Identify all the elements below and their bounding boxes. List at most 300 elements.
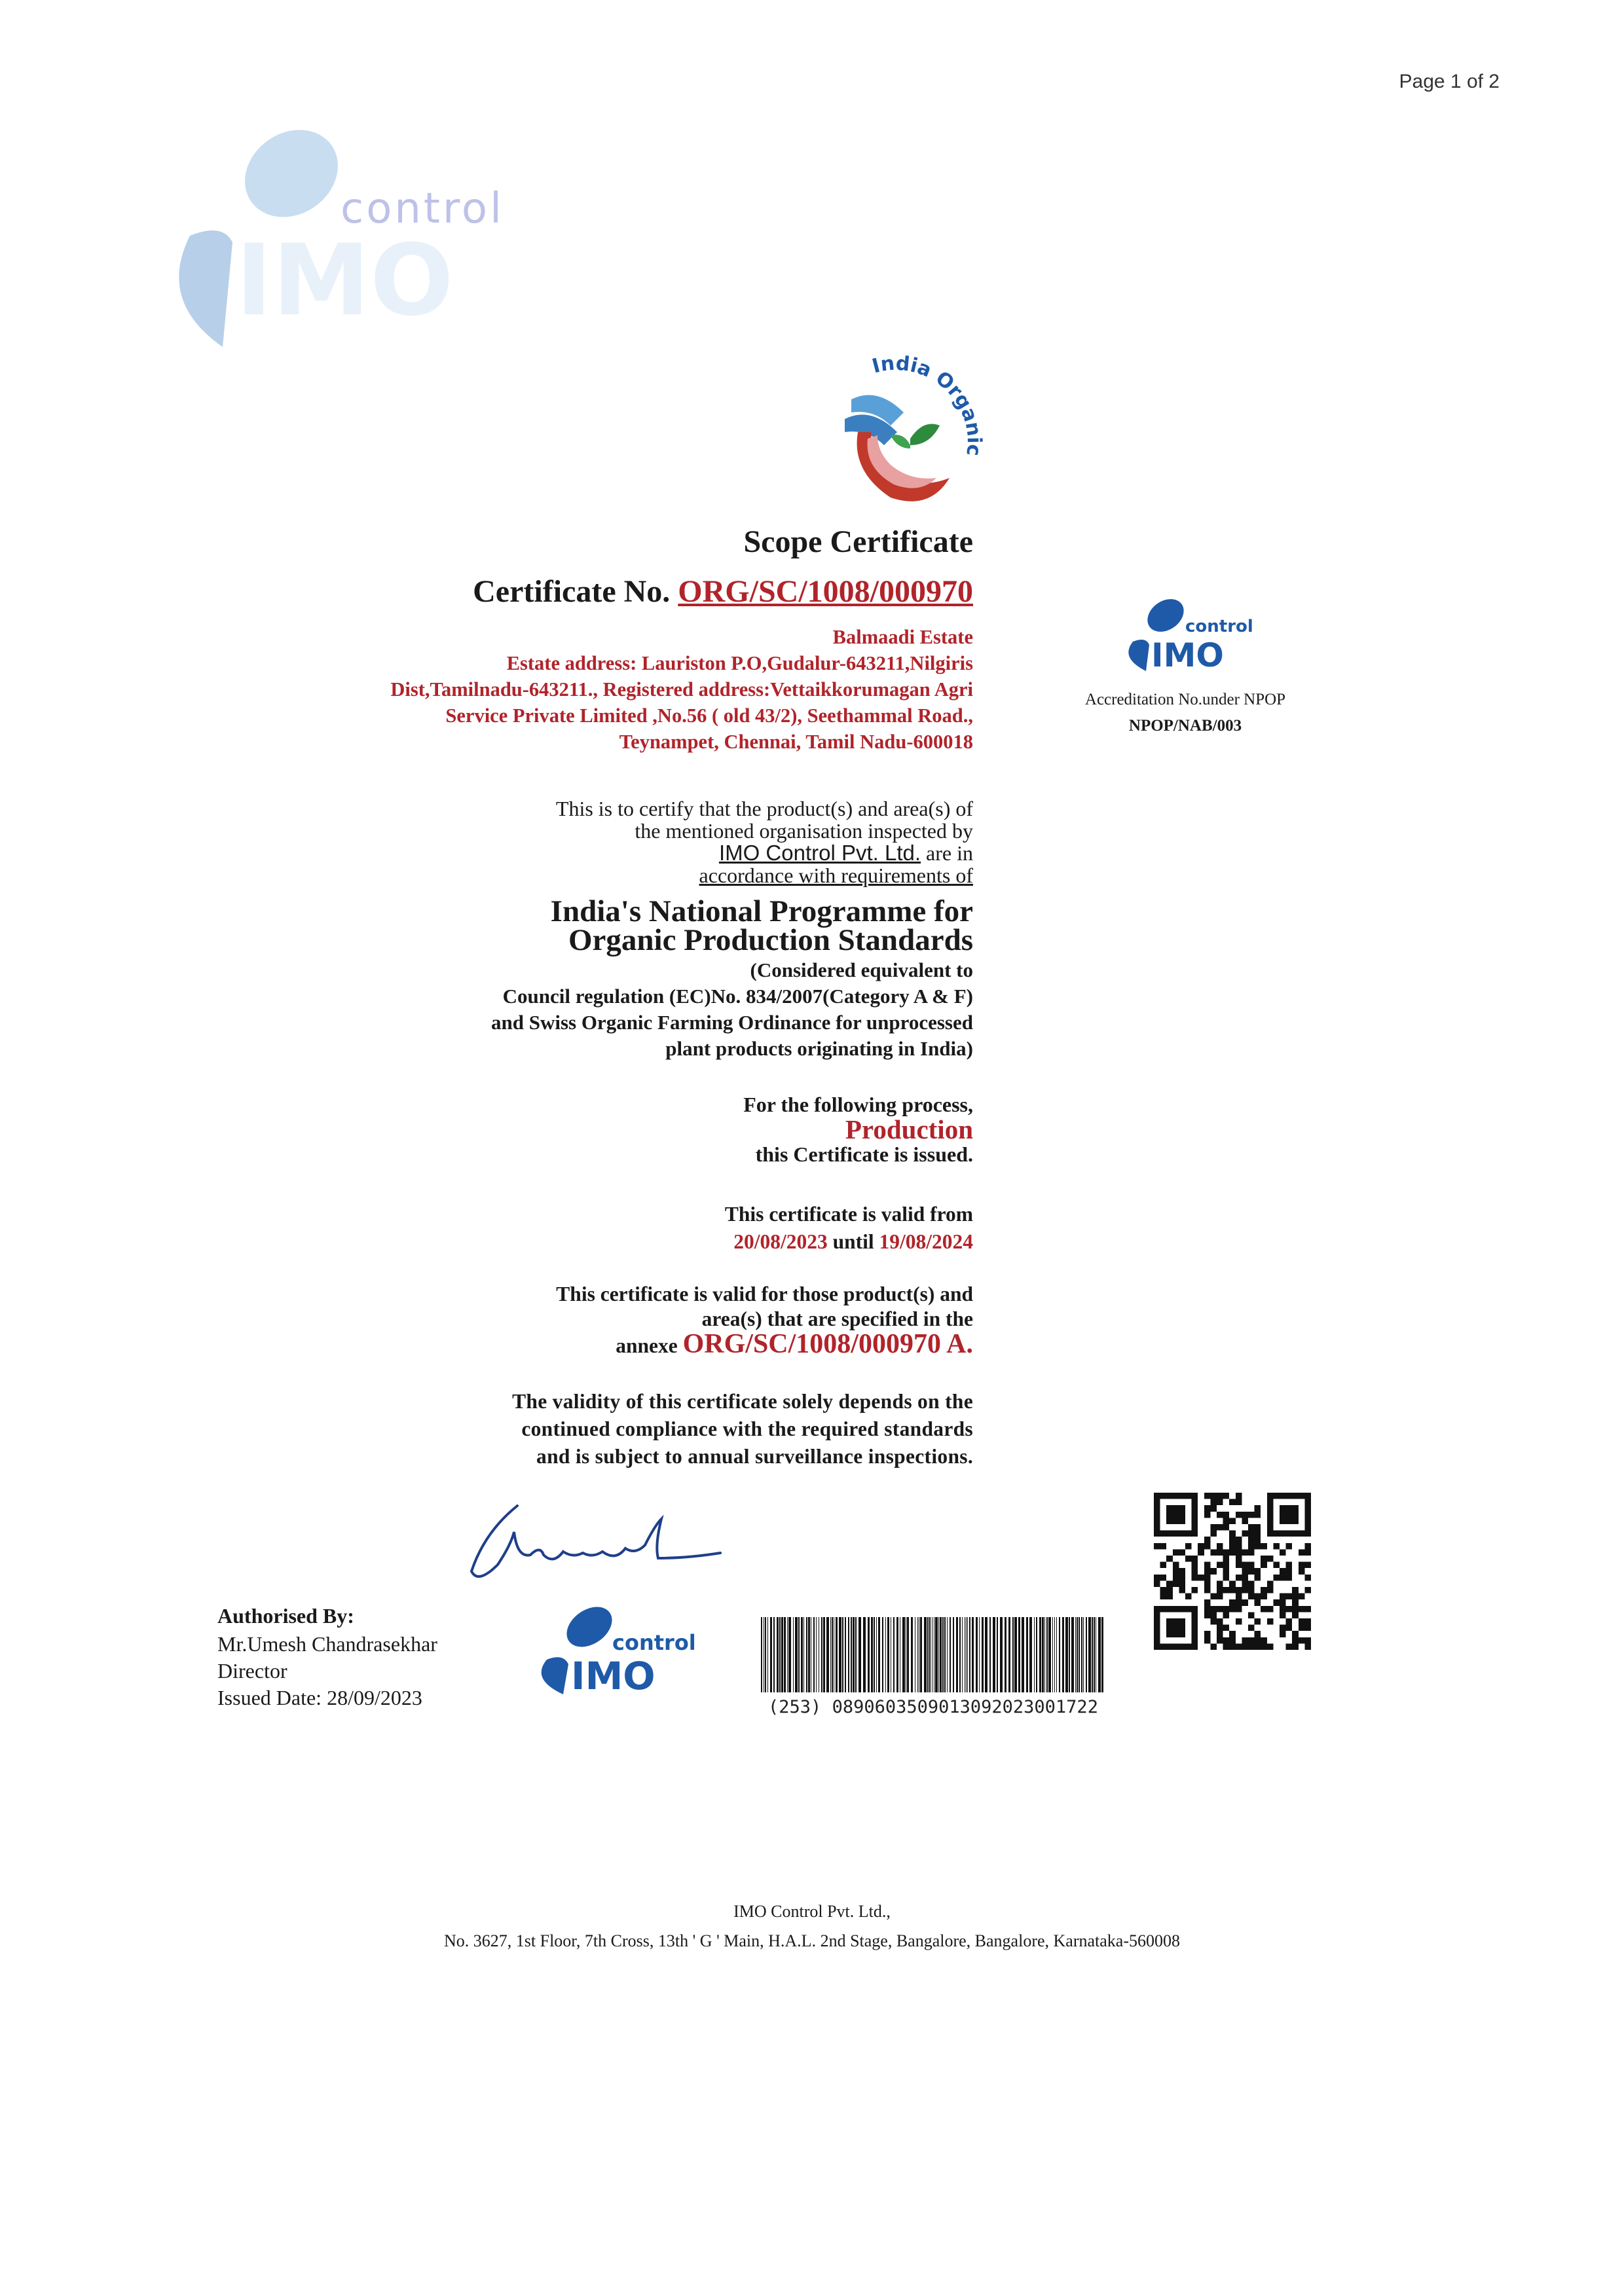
qr-module [1242,1568,1248,1575]
qr-module [1179,1505,1185,1512]
qr-module [1185,1543,1192,1550]
qr-module [1204,1537,1211,1543]
qr-module [1179,1531,1185,1537]
qr-module [1242,1531,1248,1537]
barcode-bar [1000,1617,1003,1692]
qr-module [1192,1643,1198,1650]
qr-module [1236,1549,1242,1556]
imo-logo-bottom [524,1604,701,1696]
qr-module [1185,1594,1192,1600]
barcode-bar [801,1617,803,1692]
barcode-bar [781,1617,783,1692]
qr-module [1304,1531,1311,1537]
qr-module [1179,1575,1185,1581]
programme-title [262,894,973,957]
barcode-bar [1036,1617,1037,1692]
qr-module [1242,1643,1248,1650]
valid-to-date: 19/08/2024 [879,1230,973,1253]
qr-module [1236,1587,1242,1594]
qr-module [1217,1499,1223,1506]
qr-module [1173,1512,1179,1518]
compliance-line: The validity of this certificate solely depends on the [512,1390,973,1413]
qr-module [1160,1575,1167,1581]
barcode-bar [1018,1617,1020,1692]
barcode-bar [1071,1617,1074,1692]
certify-line: are in [921,841,973,865]
qr-module [1166,1505,1173,1512]
qr-module [1173,1505,1179,1512]
qr-module [1173,1575,1179,1581]
qr-module [1280,1531,1286,1537]
qr-module [1166,1631,1173,1637]
qr-module [1192,1587,1198,1594]
barcode-bar [969,1617,970,1692]
barcode-bar [920,1617,922,1692]
qr-module [1204,1587,1211,1594]
qr-module [1248,1524,1255,1531]
barcode-bar [1039,1617,1041,1692]
qr-module [1255,1631,1261,1637]
qr-module [1255,1531,1261,1537]
qr-module [1299,1493,1305,1499]
imo-watermark-logo [131,118,537,354]
process-block [458,1092,973,1167]
qr-module [1217,1637,1223,1644]
barcode-bar [795,1617,798,1692]
equivalence-statement [262,957,973,1062]
qr-module [1173,1518,1179,1524]
qr-module [1248,1587,1255,1594]
barcode-bar [832,1617,833,1692]
barcode-bar [935,1617,938,1692]
barcode-bar [803,1617,804,1692]
barcode-bar [979,1617,980,1692]
qr-module [1185,1493,1192,1499]
qr-module [1217,1562,1223,1569]
barcode-bar [1042,1617,1044,1692]
qr-module [1286,1568,1293,1575]
barcode-bar [1092,1617,1093,1692]
qr-module [1286,1618,1293,1625]
qr-module [1292,1612,1299,1618]
imo-logo-small [1113,596,1257,674]
qr-module [1192,1637,1198,1644]
qr-module [1292,1531,1299,1537]
qr-module [1236,1562,1242,1569]
qr-module [1248,1562,1255,1569]
process-line: For the following process, [743,1093,973,1116]
barcode-bar [1081,1617,1082,1692]
barcode-bar [938,1617,939,1692]
qr-module [1166,1512,1173,1518]
footer-address: No. 3627, 1st Floor, 7th Cross, 13th ' G ' Main, H.A.L. 2nd Stage, Bangalore, Bangalore, Karnataka-560008 [444,1931,1180,1950]
qr-module [1154,1643,1160,1650]
barcode-bar [976,1617,978,1692]
qr-module [1210,1549,1217,1556]
qr-module [1273,1575,1280,1581]
qr-module [1160,1562,1167,1569]
qr-module [1280,1493,1286,1499]
qr-module [1204,1580,1211,1587]
barcode-bar [1069,1617,1070,1692]
certificate-number-label: Certificate No. [473,574,671,609]
until-word: until [827,1230,879,1253]
qr-module [1242,1549,1248,1556]
barcode-bar [1014,1617,1017,1692]
barcode-bar [1012,1617,1014,1692]
qr-module [1166,1643,1173,1650]
qr-module [1292,1512,1299,1518]
qr-module [1210,1612,1217,1618]
barcode-bar [863,1617,866,1692]
qr-module [1229,1549,1236,1556]
qr-module [1173,1562,1179,1569]
qr-module [1267,1524,1274,1531]
barcode-bar [823,1617,825,1692]
qr-module [1304,1643,1311,1650]
barcode-bar [773,1617,775,1692]
qr-module [1198,1543,1204,1550]
qr-module [1304,1499,1311,1506]
qr-module [1292,1643,1299,1650]
qr-module [1292,1599,1299,1606]
qr-module [1229,1531,1236,1537]
qr-module [1242,1575,1248,1581]
qr-module [1166,1531,1173,1537]
qr-module [1286,1505,1293,1512]
qr-module [1160,1594,1167,1600]
qr-module [1248,1612,1255,1618]
barcode-bar [967,1617,968,1692]
certificate-number-row [327,574,973,610]
qr-module [1192,1625,1198,1631]
barcode-bar [779,1617,781,1692]
barcode-bar [1026,1617,1028,1692]
barcode-bar [887,1617,889,1692]
holder-name: Balmaadi Estate [832,626,973,648]
qr-module [1280,1518,1286,1524]
qr-module [1261,1606,1267,1613]
holder-address-block [223,624,973,755]
imo-small-imo-text: IMO [1151,636,1224,674]
compliance-line: and is subject to annual surveillance inspections. [536,1445,973,1468]
address-line: Dist,Tamilnadu-643211., Registered address:Vettaikkorumagan Agri [390,678,973,701]
barcode-bar [806,1617,807,1692]
qr-module [1154,1499,1160,1506]
qr-module [1267,1512,1274,1518]
qr-module [1185,1531,1192,1537]
barcode-bar [848,1617,849,1692]
qr-module [1192,1531,1198,1537]
qr-module [1210,1499,1217,1506]
qr-module [1223,1612,1230,1618]
qr-module [1286,1531,1293,1537]
qr-module [1173,1493,1179,1499]
qr-module [1304,1625,1311,1631]
barcode-bar [966,1617,967,1692]
annex-prefix: annexe [616,1334,683,1357]
address-line: Teynampet, Chennai, Tamil Nadu-600018 [619,731,973,753]
qr-module [1154,1543,1160,1550]
equivalence-line: and Swiss Organic Farming Ordinance for unprocessed [490,1011,973,1034]
qr-module [1280,1549,1286,1556]
handwritten-signature [458,1493,733,1591]
equivalence-line: Council regulation (EC)No. 834/2007(Category A & F) [502,985,973,1008]
qr-module [1242,1562,1248,1569]
qr-module [1192,1556,1198,1562]
qr-module [1292,1505,1299,1512]
barcode-bar [911,1617,913,1692]
qr-module [1292,1606,1299,1613]
qr-module [1229,1580,1236,1587]
qr-module [1166,1518,1173,1524]
qr-module [1223,1518,1230,1524]
qr-module [1267,1493,1274,1499]
accreditation-number: NPOP/NAB/003 [1128,717,1242,735]
barcode-bar [927,1617,929,1692]
qr-module [1154,1518,1160,1524]
qr-module [1223,1568,1230,1575]
barcode-bar [1075,1617,1076,1692]
qr-module [1267,1505,1274,1512]
barcode-bar [1083,1617,1084,1692]
qr-module [1154,1531,1160,1537]
barcode-bar [1059,1617,1060,1692]
qr-module [1292,1637,1299,1644]
qr-module [1299,1606,1305,1613]
qr-module [1204,1493,1211,1499]
qr-module [1255,1505,1261,1512]
qr-module [1198,1549,1204,1556]
qr-module [1255,1637,1261,1644]
barcode-bar [826,1617,829,1692]
process-line: this Certificate is issued. [755,1142,973,1166]
barcode-bar [851,1617,852,1692]
barcode-bar [876,1617,877,1692]
barcode-bar [871,1617,873,1692]
qr-module [1223,1625,1230,1631]
qr-module [1286,1493,1293,1499]
qr-module [1299,1594,1305,1600]
qr-module [1154,1512,1160,1518]
qr-module [1160,1606,1167,1613]
barcode-bar [882,1617,883,1692]
qr-module [1292,1493,1299,1499]
address-line: Service Private Limited ,No.56 ( old 43/2), Seethammal Road., [445,704,973,727]
imo-bottom-control-text: control [612,1630,696,1655]
qr-module [1210,1568,1217,1575]
qr-module [1210,1618,1217,1625]
certificate-title: Scope Certificate [743,524,973,559]
qr-module [1217,1631,1223,1637]
qr-module [1154,1637,1160,1644]
qr-module [1179,1618,1185,1625]
barcode-bar [874,1617,875,1692]
qr-module [1217,1543,1223,1550]
qr-module [1242,1512,1248,1518]
qr-module [1229,1587,1236,1594]
qr-module [1192,1499,1198,1506]
barcode-bar [1088,1617,1091,1692]
qr-module [1179,1580,1185,1587]
qr-module [1304,1618,1311,1625]
qr-module [1160,1531,1167,1537]
qr-module [1242,1587,1248,1594]
qr-module [1160,1643,1167,1650]
barcode-bar [853,1617,855,1692]
barcode-bar [982,1617,984,1692]
qr-module [1192,1512,1198,1518]
qr-module [1166,1606,1173,1613]
qr-module [1217,1549,1223,1556]
qr-module [1255,1575,1261,1581]
qr-module [1267,1531,1274,1537]
qr-module [1217,1587,1223,1594]
qr-module [1236,1599,1242,1606]
qr-module [1261,1562,1267,1569]
qr-module [1299,1568,1305,1575]
accreditation-label: Accreditation No.under NPOP [1084,691,1286,708]
qr-module [1280,1599,1286,1606]
barcode-bar [858,1617,861,1692]
qr-module [1273,1543,1280,1550]
qr-module [1154,1612,1160,1618]
qr-module [1229,1631,1236,1637]
qr-module [1267,1643,1274,1650]
qr-module [1242,1637,1248,1644]
barcode-bar [1056,1617,1057,1692]
qr-module [1261,1587,1267,1594]
qr-module [1236,1537,1242,1543]
qr-module [1192,1575,1198,1581]
qr-module [1160,1587,1167,1594]
qr-module [1280,1606,1286,1613]
qr-module [1242,1599,1248,1606]
footer-company: IMO Control Pvt. Ltd., [733,1902,891,1921]
certificate-number: ORG/SC/1008/000970 [678,574,973,609]
qr-module [1154,1625,1160,1631]
qr-module [1179,1549,1185,1556]
barcode-bar [902,1617,905,1692]
qr-module [1292,1518,1299,1524]
qr-module [1304,1606,1311,1613]
qr-module [1204,1512,1211,1518]
qr-module [1267,1618,1274,1625]
qr-module [1154,1493,1160,1499]
qr-module [1267,1518,1274,1524]
qr-module [1280,1631,1286,1637]
barcode-bar [893,1617,895,1692]
qr-module [1223,1556,1230,1562]
barcode-bar [839,1617,841,1692]
qr-module [1286,1606,1293,1613]
qr-module [1273,1531,1280,1537]
inspector-name: IMO Control Pvt. Ltd. [718,841,921,865]
signer-name: Mr.Umesh Chandrasekhar [217,1632,437,1656]
barcode [760,1617,1107,1692]
valid-from-date: 20/08/2023 [733,1230,828,1253]
qr-module [1210,1505,1217,1512]
qr-module [1280,1505,1286,1512]
qr-module [1154,1618,1160,1625]
qr-module [1280,1512,1286,1518]
qr-module [1204,1606,1211,1613]
qr-module [1217,1524,1223,1531]
barcode-bar [885,1617,886,1692]
barcode-bar [1101,1617,1103,1692]
qr-module [1217,1625,1223,1631]
india-organic-logo [812,347,989,517]
qr-module [1248,1531,1255,1537]
barcode-bar [993,1617,995,1692]
qr-module [1248,1549,1255,1556]
authorised-by-label: Authorised By: [217,1604,354,1628]
qr-module [1166,1493,1173,1499]
qr-module [1229,1543,1236,1550]
qr-module [1286,1543,1293,1550]
barcode-bar [770,1617,772,1692]
qr-module [1179,1625,1185,1631]
qr-module [1304,1543,1311,1550]
qr-module [1173,1631,1179,1637]
qr-module [1286,1512,1293,1518]
qr-module [1292,1587,1299,1594]
qr-module [1299,1625,1305,1631]
barcode-bar [787,1617,788,1692]
qr-module [1210,1594,1217,1600]
barcode-bar [1022,1617,1024,1692]
qr-module [1185,1556,1192,1562]
qr-module [1248,1537,1255,1543]
qr-module [1223,1549,1230,1556]
qr-module [1248,1512,1255,1518]
qr-module [1160,1493,1167,1499]
qr-module [1255,1643,1261,1650]
barcode-bar [855,1617,857,1692]
qr-module [1255,1568,1261,1575]
qr-module [1267,1499,1274,1506]
qr-module [1286,1562,1293,1569]
qr-module [1173,1643,1179,1650]
qr-module [1236,1556,1242,1562]
qr-module [1299,1549,1305,1556]
imo-bottom-imo-text: IMO [571,1654,655,1696]
annex-number: ORG/SC/1008/000970 A. [682,1329,973,1359]
qr-module [1223,1637,1230,1644]
barcode-bar [1048,1617,1051,1692]
qr-module [1255,1512,1261,1518]
qr-module [1261,1643,1267,1650]
qr-module [1223,1643,1230,1650]
qr-module [1267,1606,1274,1613]
qr-module [1299,1637,1305,1644]
qr-module [1179,1518,1185,1524]
barcode-bar [830,1617,831,1692]
qr-module [1261,1543,1267,1550]
barcode-bar [821,1617,822,1692]
qr-module [1304,1505,1311,1512]
barcode-bar [765,1617,766,1692]
qr-module [1192,1562,1198,1569]
qr-module [1261,1594,1267,1600]
barcode-bar [813,1617,815,1692]
qr-module [1236,1512,1242,1518]
qr-module [1286,1518,1293,1524]
qr-module [1210,1606,1217,1613]
qr-module [1292,1594,1299,1600]
india-organic-arc-text: India Organic [870,352,986,458]
barcode-bar [836,1617,838,1692]
